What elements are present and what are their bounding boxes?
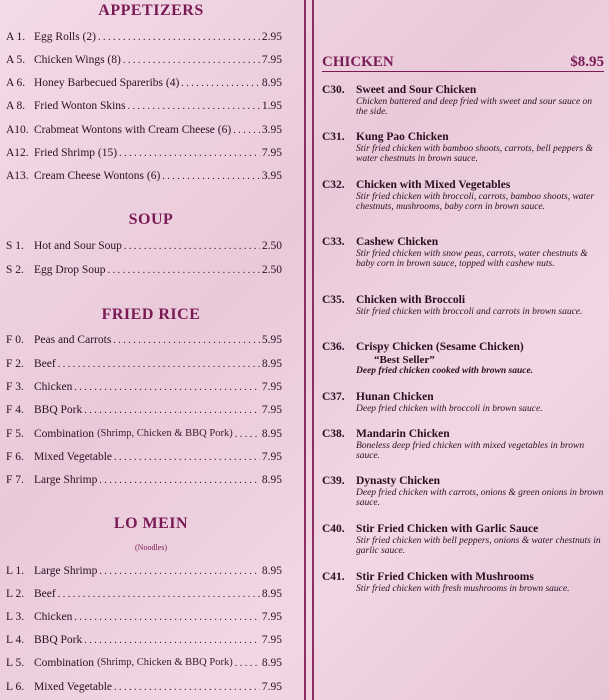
item-code: C39. <box>322 475 345 487</box>
menu-item <box>6 472 282 488</box>
menu-item <box>6 52 282 68</box>
item-code: F 3. <box>6 381 24 393</box>
leader-dots <box>233 122 260 138</box>
menu-item <box>6 449 282 465</box>
menu-item <box>322 571 604 594</box>
item-note: (Shrimp, Chicken & BBQ Pork) <box>97 428 233 439</box>
menu-item <box>6 332 282 348</box>
item-price: 7.95 <box>261 381 282 393</box>
item-code: A12. <box>6 147 29 159</box>
menu-item <box>6 426 282 442</box>
menu-item <box>6 238 282 254</box>
leader-dots <box>123 52 260 68</box>
item-name: Fried Wonton Skins <box>34 100 126 112</box>
menu-item <box>322 341 604 376</box>
leader-dots <box>162 168 260 184</box>
item-description: Deep fried chicken with broccoli in brown sauce. <box>356 404 543 414</box>
menu-item <box>322 391 604 414</box>
item-name: Sweet and Sour Chicken <box>356 84 477 96</box>
item-name: BBQ Pork <box>34 634 83 646</box>
item-price: 7.95 <box>261 611 282 623</box>
item-name: BBQ Pork <box>34 404 83 416</box>
item-name: Mixed Vegetable <box>34 451 113 463</box>
item-price: 7.95 <box>261 451 282 463</box>
item-name: Chicken Wings (8) <box>34 54 121 66</box>
item-price: 5.95 <box>261 334 282 346</box>
item-name: Hot and Sour Soup <box>34 240 122 252</box>
item-name: Crabmeat Wontons with Cream Cheese (6) <box>34 124 232 136</box>
item-price: 3.95 <box>261 170 282 182</box>
item-name: Hunan Chicken <box>356 391 434 403</box>
menu-item <box>322 84 604 117</box>
item-code: L 3. <box>6 611 25 623</box>
item-price: 8.95 <box>261 565 282 577</box>
item-code: L 1. <box>6 565 25 577</box>
chicken-header <box>322 49 604 72</box>
item-name: Egg Drop Soup <box>34 264 106 276</box>
item-code: S 2. <box>6 264 24 276</box>
item-name: Stir Fried Chicken with Garlic Sauce <box>356 523 539 535</box>
item-name: Chicken with Mixed Vegetables <box>356 179 511 191</box>
item-price: 7.95 <box>261 54 282 66</box>
item-price: 8.95 <box>261 77 282 89</box>
item-code: L 4. <box>6 634 25 646</box>
item-name: Combination <box>34 428 95 440</box>
menu-item <box>6 262 282 278</box>
item-name: Fried Shrimp (15) <box>34 147 118 159</box>
menu-item <box>322 236 604 269</box>
column-divider <box>304 0 314 700</box>
item-price: 8.95 <box>261 358 282 370</box>
item-name: Dynasty Chicken <box>356 475 441 487</box>
chicken-price: $8.95 <box>570 54 604 70</box>
item-name: Large Shrimp <box>34 565 98 577</box>
item-code: F 6. <box>6 451 24 463</box>
leader-dots <box>99 563 260 579</box>
item-name: Peas and Carrots <box>34 334 112 346</box>
item-code: C37. <box>322 391 345 403</box>
leader-dots <box>84 632 260 648</box>
leader-dots <box>119 145 260 161</box>
item-name: Cashew Chicken <box>356 236 439 248</box>
item-description: Chicken battered and deep fried with sweet and sour sauce on the side. <box>356 97 593 117</box>
item-name: Chicken with Broccoli <box>356 294 466 306</box>
leader-dots <box>74 609 260 625</box>
menu-item <box>322 294 604 317</box>
menu-item <box>6 75 282 91</box>
item-name: Mixed Vegetable <box>34 681 113 693</box>
soup-title: SOUP <box>128 211 174 228</box>
item-description: Stir fried chicken with bamboo shoots, carrots, bell peppers & water chestnuts in brown sauce. <box>356 144 593 164</box>
item-name: Chicken <box>34 611 73 623</box>
item-code: A 8. <box>6 100 26 112</box>
item-code: F 4. <box>6 404 24 416</box>
item-name: Mandarin Chicken <box>356 428 450 440</box>
leader-dots <box>84 402 260 418</box>
chicken-title: CHICKEN <box>322 54 394 70</box>
menu-item <box>322 428 604 461</box>
item-code: C36. <box>322 341 345 353</box>
item-price: 8.95 <box>261 474 282 486</box>
left-column <box>0 0 302 700</box>
leader-dots <box>113 332 260 348</box>
item-code: L 5. <box>6 657 25 669</box>
item-price: 7.95 <box>261 147 282 159</box>
item-price: 7.95 <box>261 404 282 416</box>
item-price: 2.50 <box>261 264 282 276</box>
menu-item <box>6 145 282 161</box>
item-code: F 0. <box>6 334 24 346</box>
item-description: Deep fried chicken with carrots, onions & green onions in brown sauce. <box>356 488 604 508</box>
item-price: 3.95 <box>261 124 282 136</box>
item-code: C35. <box>322 294 345 306</box>
item-code: A 6. <box>6 77 26 89</box>
item-note: (Shrimp, Chicken & BBQ Pork) <box>97 657 233 668</box>
leader-dots <box>235 426 260 442</box>
appetizers-title: APPETIZERS <box>98 2 204 19</box>
menu-item <box>6 379 282 395</box>
item-price: 7.95 <box>261 681 282 693</box>
menu-item <box>322 475 604 508</box>
menu-item <box>6 98 282 114</box>
item-code: C40. <box>322 523 345 535</box>
item-description: Stir fried chicken with fresh mushrooms in brown sauce. <box>356 584 570 594</box>
item-code: C30. <box>322 84 345 96</box>
item-name: Chicken <box>34 381 73 393</box>
item-price: 7.95 <box>261 634 282 646</box>
item-code: C33. <box>322 236 345 248</box>
item-code: C38. <box>322 428 345 440</box>
item-code: A 5. <box>6 54 26 66</box>
menu-item <box>322 131 604 164</box>
leader-dots <box>58 586 260 602</box>
item-description: Stir fried chicken with broccoli and carrots in brown sauce. <box>356 307 583 317</box>
lo-mein-subtitle: (Noodles) <box>135 543 167 552</box>
item-name: Egg Rolls (2) <box>34 31 96 43</box>
menu-item <box>322 179 604 212</box>
leader-dots <box>58 356 260 372</box>
item-code: F 2. <box>6 358 24 370</box>
item-name: Cream Cheese Wontons (6) <box>34 170 161 182</box>
item-name: Kung Pao Chicken <box>356 131 449 143</box>
leader-dots <box>235 655 260 671</box>
right-column <box>318 0 609 700</box>
lo-mein-title: LO MEIN <box>113 515 189 532</box>
leader-dots <box>124 238 260 254</box>
menu-item <box>6 168 282 184</box>
leader-dots <box>108 262 260 278</box>
menu-item <box>6 402 282 418</box>
leader-dots <box>128 98 260 114</box>
menu-item <box>6 29 282 45</box>
leader-dots <box>98 29 260 45</box>
item-code: C32. <box>322 179 345 191</box>
menu-item <box>6 655 282 671</box>
menu-item <box>6 356 282 372</box>
leader-dots <box>114 679 260 695</box>
item-code: A13. <box>6 170 29 182</box>
item-description: Stir fried chicken with snow peas, carrots, water chestnuts & baby corn in brown sauce, topped with cashew nuts. <box>356 249 588 269</box>
menu-item <box>6 609 282 625</box>
leader-dots <box>99 472 260 488</box>
item-description: Boneless deep fried chicken with mixed vegetables in brown sauce. <box>356 441 585 461</box>
fried-rice-title: FRIED RICE <box>101 306 201 323</box>
menu-item <box>6 632 282 648</box>
item-code: L 6. <box>6 681 25 693</box>
item-code: S 1. <box>6 240 24 252</box>
item-name: Beef <box>34 588 56 600</box>
item-code: C31. <box>322 131 345 143</box>
menu-item <box>6 586 282 602</box>
menu-item <box>6 679 282 695</box>
item-name: Large Shrimp <box>34 474 98 486</box>
item-code: A 1. <box>6 31 26 43</box>
item-description: Deep fried chicken cooked with brown sauce. <box>356 366 534 376</box>
item-price: 2.50 <box>261 240 282 252</box>
item-code: L 2. <box>6 588 25 600</box>
best-seller-badge: “Best Seller” <box>374 354 435 366</box>
leader-dots <box>114 449 260 465</box>
leader-dots <box>181 75 260 91</box>
menu-item <box>6 122 282 138</box>
item-name: Stir Fried Chicken with Mushrooms <box>356 571 534 583</box>
item-description: Stir fried chicken with broccoli, carrots, bamboo shoots, water chestnuts, mushrooms, baby corn in brown sauce. <box>356 192 595 212</box>
item-description: Stir fried chicken with bell peppers, onions & water chestnuts in garlic sauce. <box>356 536 601 556</box>
item-price: 8.95 <box>261 428 282 440</box>
item-price: 1.95 <box>261 100 282 112</box>
item-price: 8.95 <box>261 657 282 669</box>
item-name: Honey Barbecued Spareribs (4) <box>34 77 180 89</box>
item-code: C41. <box>322 571 345 583</box>
item-price: 8.95 <box>261 588 282 600</box>
item-price: 2.95 <box>261 31 282 43</box>
menu-item <box>322 523 604 556</box>
menu-item <box>6 563 282 579</box>
item-code: F 5. <box>6 428 24 440</box>
leader-dots <box>74 379 260 395</box>
item-code: A10. <box>6 124 29 136</box>
item-code: F 7. <box>6 474 24 486</box>
item-name: Crispy Chicken (Sesame Chicken) <box>356 341 524 353</box>
item-name: Combination <box>34 657 95 669</box>
item-name: Beef <box>34 358 56 370</box>
